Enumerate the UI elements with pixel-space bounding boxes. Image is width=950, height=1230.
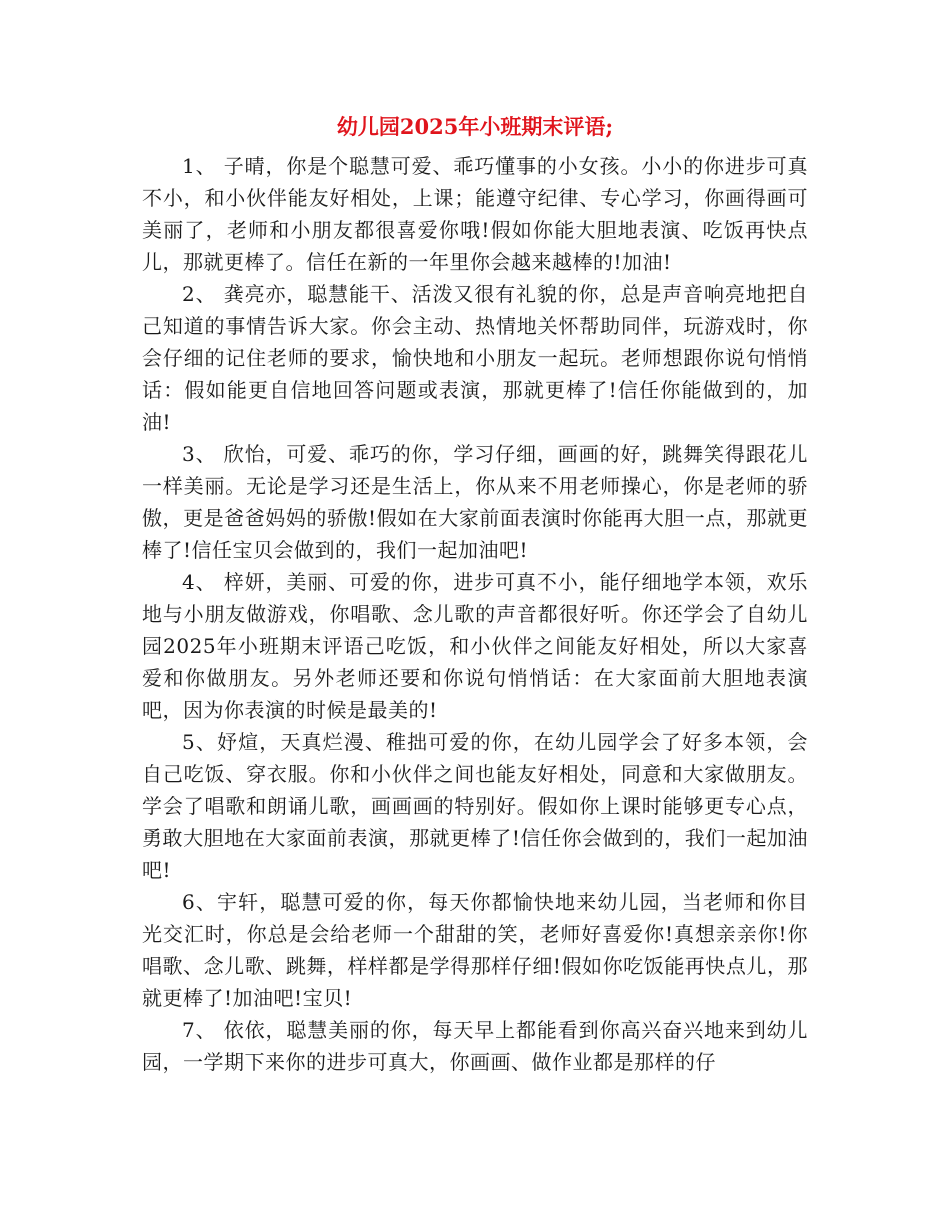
- paragraph-7: 7、 依依，聪慧美丽的你，每天早上都能看到你高兴奋兴地来到幼儿园，一学期下来你的进步可真大，你画画、做作业都是那样的仔: [142, 1018, 808, 1074]
- paragraph-5: 5、妤煊，天真烂漫、稚拙可爱的你，在幼儿园学会了好多本领，会自己吃饭、穿衣服。你和小伙伴之间也能友好相处，同意和大家做朋友。学会了唱歌和朗诵儿歌，画画画的特别好。假如你上课时能够更专心点，勇敢大胆地在大家面前表演，那就更棒了!信任你会做到的，我们一起加油吧!: [142, 730, 808, 882]
- document-body: [142, 150, 808, 1078]
- paragraph-4: 4、 梓妍，美丽、可爱的你，进步可真不小，能仔细地学本领，欢乐地与小朋友做游戏，你唱歌、念儿歌的声音都很好听。你还学会了自幼儿园2025年小班期末评语己吃饭，和小伙伴之间能友好相处，所以大家喜爱和你做朋友。另外老师还要和你说句悄悄话：在大家面前大胆地表演吧，因为你表演的时候是最美的!: [142, 570, 808, 722]
- paragraph-3: 3、 欣怡，可爱、乖巧的你，学习仔细，画画的好，跳舞笑得跟花儿一样美丽。无论是学习还是生活上，你从来不用老师操心，你是老师的骄傲，更是爸爸妈妈的骄傲!假如在大家前面表演时你能再大胆一点，那就更棒了!信任宝贝会做到的，我们一起加油吧!: [142, 442, 808, 562]
- paragraph-1: 1、 子晴，你是个聪慧可爱、乖巧懂事的小女孩。小小的你进步可真不小，和小伙伴能友好相处，上课；能遵守纪律、专心学习，你画得画可美丽了，老师和小朋友都很喜爱你哦!假如你能大胆地表演、吃饭再快点儿，那就更棒了。信任在新的一年里你会越来越棒的!加油!: [142, 154, 808, 274]
- document-title: 幼儿园2025年小班期末评语;: [336, 114, 614, 139]
- paragraph-6: 6、宇轩，聪慧可爱的你，每天你都愉快地来幼儿园，当老师和你目光交汇时，你总是会给老师一个甜甜的笑，老师好喜爱你!真想亲亲你!你唱歌、念儿歌、跳舞，样样都是学得那样仔细!假如你吃饭能再快点儿，那就更棒了!加油吧!宝贝!: [142, 890, 808, 1010]
- paragraph-2: 2、 龚亮亦，聪慧能干、活泼又很有礼貌的你，总是声音响亮地把自己知道的事情告诉大家。你会主动、热情地关怀帮助同伴，玩游戏时，你会仔细的记住老师的要求，愉快地和小朋友一起玩。老师想跟你说句悄悄话：假如能更自信地回答问题或表演，那就更棒了!信任你能做到的，加油!: [142, 282, 808, 434]
